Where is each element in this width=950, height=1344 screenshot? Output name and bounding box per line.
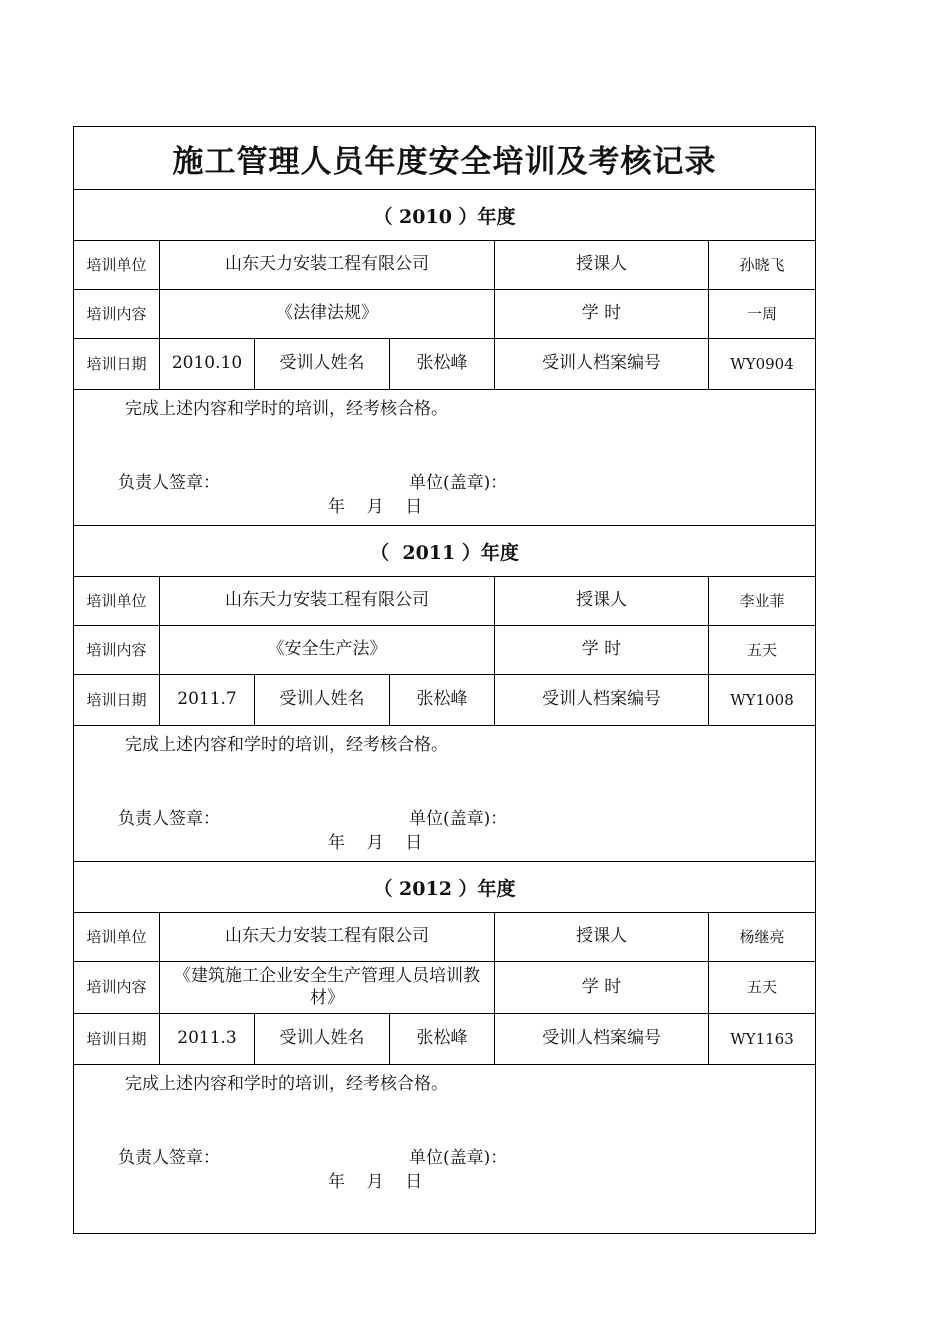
year-section-2012 [74,862,815,1241]
date-line: 年 月 日 [328,497,423,517]
file-number-value: WY1163 [730,1029,794,1048]
lecturer-value: 杨继亮 [739,927,785,946]
label-file-number: 受训人档案编号 [495,339,709,389]
year-heading: （ 2012 ）年度 [74,862,815,913]
certification-statement: 完成上述内容和学时的培训，经考核合格。 [125,399,448,419]
training-unit-value: 山东天力安装工程有限公司 [160,913,495,961]
lecturer-value: 李业菲 [739,591,785,610]
responsible-signature-label: 负责人签章： [118,809,220,829]
unit-seal-label: 单位(盖章)： [409,1148,508,1168]
certification-block [74,390,815,526]
label-file-number: 受训人档案编号 [495,675,709,725]
responsible-signature-label: 负责人签章： [118,1148,220,1168]
training-date-value: 2011.7 [160,675,255,725]
label-training-unit: 培训单位 [74,577,160,625]
label-training-unit: 培训单位 [74,241,160,289]
label-training-date: 培训日期 [74,675,160,725]
label-training-content: 培训内容 [74,290,160,338]
row-unit [74,913,815,962]
hours-value: 五天 [746,978,777,997]
date-line: 年 月 日 [328,1172,423,1192]
hours-value: 五天 [746,640,777,659]
label-training-unit: 培训单位 [74,913,160,961]
certification-statement: 完成上述内容和学时的培训，经考核合格。 [125,735,448,755]
year-heading: （ 2010 ）年度 [74,190,815,241]
certification-block [74,1065,815,1241]
year-heading: （ 2011 ）年度 [74,526,815,577]
row-date [74,1014,815,1065]
file-number-value: WY1008 [730,690,794,709]
year-section-2010 [74,190,815,526]
training-date-value: 2010.10 [160,339,255,389]
label-lecturer: 授课人 [495,577,709,625]
year-section-2011 [74,526,815,862]
label-lecturer: 授课人 [495,241,709,289]
label-training-date: 培训日期 [74,339,160,389]
row-date [74,339,815,390]
responsible-signature-label: 负责人签章： [118,473,220,493]
trainee-name-value: 张松峰 [390,675,495,725]
row-content [74,290,815,339]
unit-seal-label: 单位(盖章)： [409,473,508,493]
row-unit [74,577,815,626]
training-record-form [73,126,816,1234]
trainee-name-value: 张松峰 [390,1014,495,1064]
hours-value: 一周 [746,304,777,323]
label-file-number: 受训人档案编号 [495,1014,709,1064]
training-content-value: 《法律法规》 [160,290,495,338]
label-trainee-name: 受训人姓名 [255,339,390,389]
page-title: 施工管理人员年度安全培训及考核记录 [74,127,815,190]
training-date-value: 2011.3 [160,1014,255,1064]
training-unit-value: 山东天力安装工程有限公司 [160,241,495,289]
lecturer-value: 孙晓飞 [739,255,785,274]
row-unit [74,241,815,290]
training-unit-value: 山东天力安装工程有限公司 [160,577,495,625]
label-training-content: 培训内容 [74,626,160,674]
row-date [74,675,815,726]
label-lecturer: 授课人 [495,913,709,961]
label-hours: 学 时 [495,962,709,1013]
label-training-date: 培训日期 [74,1014,160,1064]
date-line: 年 月 日 [328,833,423,853]
file-number-value: WY0904 [730,354,794,373]
unit-seal-label: 单位(盖章)： [409,809,508,829]
label-training-content: 培训内容 [74,962,160,1013]
row-content [74,626,815,675]
label-hours: 学 时 [495,290,709,338]
certification-block [74,726,815,862]
certification-statement: 完成上述内容和学时的培训，经考核合格。 [125,1074,448,1094]
label-hours: 学 时 [495,626,709,674]
training-content-value: 《建筑施工企业安全生产管理人员培训教材》 [160,962,495,1013]
label-trainee-name: 受训人姓名 [255,675,390,725]
row-content [74,962,815,1014]
label-trainee-name: 受训人姓名 [255,1014,390,1064]
training-content-value: 《安全生产法》 [160,626,495,674]
trainee-name-value: 张松峰 [390,339,495,389]
